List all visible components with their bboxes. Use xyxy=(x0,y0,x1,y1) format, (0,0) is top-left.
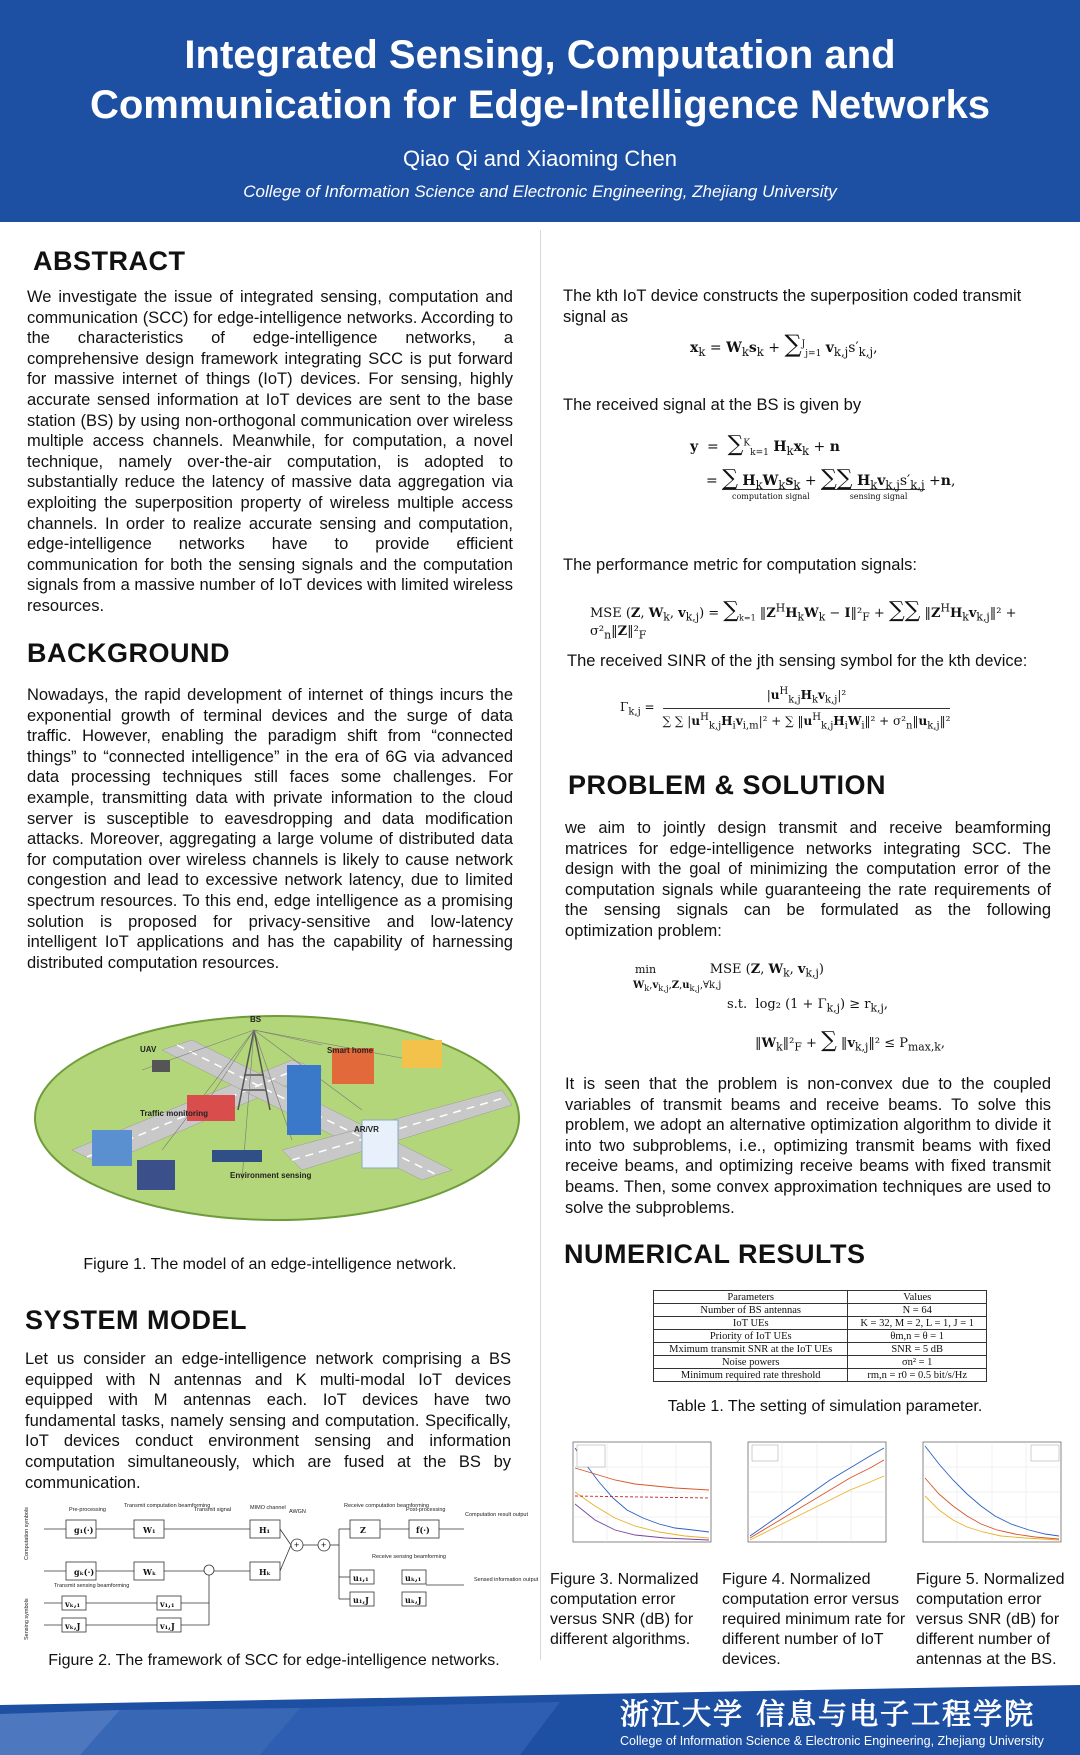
solution-text: It is seen that the problem is non-convex due to the coupled variables of transmit beams and receive beams. To solve this problem, we adopt an alternative optimization algorithm to divide it into two subproblems, i.e., optimizing transmit beams with fixed receive beams, and optimizing receive beams with fixed transmit beams. Then, some convex approximation techniques are used to solve the subproblems. xyxy=(565,1075,1051,1217)
fig2-label-sio: Sensed information output xyxy=(474,1577,539,1583)
problem-text: we aim to jointly design transmit and receive beamforming matrices for edge-intelligence networks integrating SCC. The design with the goal of minimizing the computation error of the computation signals while guaranteeing the rate requirements of the sensing signals can be formulated as the following optimization problem: xyxy=(565,819,1051,940)
figure-3-plot xyxy=(555,1438,715,1558)
system-model-text: Let us consider an edge-intelligence network comprising a BS equipped with N antennas and K multi-modal IoT devices equipped with M antennas each. IoT devices have two fundamental tasks, namely sensing and computation. Specifically, IoT devices conduct environment sensing and information computation simultaneously, which are fused at the BS by communication. xyxy=(25,1350,511,1492)
simulation-parameter-table xyxy=(653,1290,987,1382)
figure-1-illustration xyxy=(32,1000,522,1225)
svg-text:H₁: H₁ xyxy=(259,1525,271,1535)
transmit-signal-equation: $x_k = W_ks_k + \sum^J_{j=1}$ $v_{k,j}s'_{k,j}$, xyxy=(690,330,878,359)
poster-footer xyxy=(0,1680,1080,1755)
svg-text:v₁,J: v₁,J xyxy=(160,1621,175,1631)
background-text: Nowadays, the rapid development of internet of things incurs the exponential growth of terminal devices and the surge of data traffic. However, enabling the paradigm shift from “connected things” to “connected intelligence” in the era of 6G via advanced data processing techniques still faces some challenges. For example, transmitting data with private information to the cloud server is susceptible to eavesdropping and data modification attacks. Moreover, aggregating a large volume of distributed data for computation over wireless channels is likely to cause network congestion and lead to excessive network latency, due to limited spectrum resources. To this end, edge intelligence as a promising solution is proposed for privacy-sensitive and low-latency intelligent IoT applications and has the capability of harnessing distributed computation resources. xyxy=(27,686,513,972)
fig2-label-awgn: AWGN xyxy=(289,1509,306,1515)
fig2-label-cro: Computation result output xyxy=(465,1512,528,1518)
eq-label-sensing: sensing signal xyxy=(849,491,908,501)
svg-text:vₖ,J: vₖ,J xyxy=(65,1621,81,1631)
footer-english-name: College of Information Science & Electronic Engineering, Zhejiang University xyxy=(620,1734,1044,1748)
table-row xyxy=(654,1317,987,1330)
table-cell: σn² = 1 xyxy=(848,1356,987,1369)
fig2-label-ts: Transmit signal xyxy=(194,1507,232,1513)
table-cell: Priority of IoT UEs xyxy=(654,1330,848,1343)
column-divider xyxy=(540,230,541,1660)
poster-title xyxy=(0,30,1080,130)
figure-2-diagram xyxy=(24,1500,539,1650)
figure-2-caption: Figure 2. The framework of SCC for edge-intelligence networks. xyxy=(48,1652,500,1669)
figure-1-caption: Figure 1. The model of an edge-intelligence network. xyxy=(83,1256,457,1273)
fig1-label-smart-home: Smart home xyxy=(327,1046,374,1055)
figure-4-caption: Figure 4. Normalized computation error versus required minimum rate for different number of IoT devices. xyxy=(722,1571,906,1668)
figure-5-caption: Figure 5. Normalized computation error versus SNR (dB) for different number of antennas at the BS. xyxy=(916,1571,1065,1668)
table-header-cell: Parameters xyxy=(654,1291,848,1304)
table-1-caption: Table 1. The setting of simulation parameter. xyxy=(667,1398,983,1415)
fig2-label-rcb: Receive computation beamforming xyxy=(344,1503,429,1509)
table-header-row xyxy=(654,1291,987,1304)
background-heading: BACKGROUND xyxy=(27,638,230,668)
affiliation: College of Information Science and Electronic Engineering, Zhejiang University xyxy=(243,182,837,201)
fig1-label-env: Environment sensing xyxy=(230,1171,312,1180)
table-row xyxy=(654,1343,987,1356)
svg-text:uₖ,₁: uₖ,₁ xyxy=(405,1573,422,1583)
fig2-label-tsb: Transmit sensing beamforming xyxy=(54,1583,130,1589)
poster-header xyxy=(0,0,1080,222)
table-row xyxy=(654,1330,987,1343)
table-cell: IoT UEs xyxy=(654,1317,848,1330)
fig1-label-arvr: AR/VR xyxy=(354,1125,379,1134)
table-cell: SNR = 5 dB xyxy=(848,1343,987,1356)
fig1-label-traffic: Traffic monitoring xyxy=(140,1109,208,1118)
table-header-cell: Values xyxy=(848,1291,987,1304)
table-cell: K = 32, M = 2, L = 1, J = 1 xyxy=(848,1317,987,1330)
svg-text:v₁,₁: v₁,₁ xyxy=(160,1599,175,1609)
fig2-label-ss: Sensing symbols xyxy=(24,1598,30,1640)
fig2-label-rsb: Receive sensing beamforming xyxy=(372,1554,446,1560)
table-cell: rm,n = r0 = 0.5 bit/s/Hz xyxy=(848,1369,987,1382)
figure-3-caption: Figure 3. Normalized computation error versus SNR (dB) for different algorithms. xyxy=(550,1571,699,1648)
eq-label-computation: computation signal xyxy=(732,491,810,501)
table-row xyxy=(654,1369,987,1382)
table-row xyxy=(654,1304,987,1317)
fig2-label-cs: Computation symbols xyxy=(24,1507,30,1560)
numerical-results-heading: NUMERICAL RESULTS xyxy=(564,1239,866,1269)
fig2-label-pre: Pre-processing xyxy=(69,1507,106,1513)
received-signal-text: The received signal at the BS is given by xyxy=(563,396,862,414)
table-cell: θm,n = θ = 1 xyxy=(848,1330,987,1343)
table-cell: Number of BS antennas xyxy=(654,1304,848,1317)
mse-text: The performance metric for computation signals: xyxy=(563,556,917,574)
table-row xyxy=(654,1356,987,1369)
figure-4-plot xyxy=(730,1438,890,1558)
title-line-2: Communication for Edge-Intelligence Networks xyxy=(89,83,991,127)
svg-text:uₖ,J: uₖ,J xyxy=(405,1595,422,1605)
table-cell: Minimum required rate threshold xyxy=(654,1369,848,1382)
abstract-heading: ABSTRACT xyxy=(33,246,186,276)
fig1-label-uav: UAV xyxy=(140,1045,157,1054)
problem-heading: PROBLEM & SOLUTION xyxy=(568,770,886,800)
svg-text:u₁,₁: u₁,₁ xyxy=(353,1573,369,1583)
fig2-label-post: Post-processing xyxy=(406,1507,446,1513)
svg-text:Z: Z xyxy=(360,1525,366,1535)
figure-5-plot xyxy=(905,1438,1065,1558)
sinr-equation: $\Gamma_{k,j}$ = $|u^H_{k,j}H_kv_{k,j}|^2$ ∑ ∑ $|u^H_{k,j}H_iv_{i,m}|^2$ + ∑ $‖u^H_{k,j}H_iW_i‖^2$ + $\sigma^2_n‖u_{k,j}‖^2$ xyxy=(620,686,951,732)
fig2-label-mimo: MIMO channel xyxy=(250,1505,286,1511)
svg-text:f(·): f(·) xyxy=(416,1525,430,1535)
title-line-1: Integrated Sensing, Computation and xyxy=(184,33,896,77)
authors: Qiao Qi and Xiaoming Chen xyxy=(403,146,677,171)
svg-text:gₖ(·): gₖ(·) xyxy=(74,1567,95,1577)
table-cell: N = 64 xyxy=(848,1304,987,1317)
svg-text:vₖ,₁: vₖ,₁ xyxy=(65,1599,81,1609)
optimization-problem: min MSE (Z, $W_k$, $v_{k,j}$) $W_k,v_{k,j},Z,u_{k,j},\forall k,j$ s.t. log₂ $(1 + \Gamma_{k,j}) \ge r_{k,j}$, $‖W_k‖^2_F$ + ∑ $‖v_{k,j}‖^2 \le P_{max,k}$, xyxy=(633,962,945,1054)
signal-model-text: The kth IoT device constructs the superposition coded transmit signal as xyxy=(563,287,1022,326)
table-cell: Mximum transmit SNR at the IoT UEs xyxy=(654,1343,848,1356)
svg-text:g₁(·): g₁(·) xyxy=(74,1525,94,1535)
system-model-heading: SYSTEM MODEL xyxy=(25,1305,248,1335)
svg-text:W₁: W₁ xyxy=(143,1525,156,1535)
svg-text:u₁,J: u₁,J xyxy=(353,1595,369,1605)
fig2-label-tcb: Transmit computation beamforming xyxy=(124,1503,211,1509)
svg-text:Hₖ: Hₖ xyxy=(259,1567,271,1577)
mse-equation: MSE (Z, $W_k$, $v_{k,j}) = \sum_{k=1}$ $‖Z^HH_kW_k$ − $I‖^2_F$ + ∑∑ $‖Z^HH_kv_{k,j}‖^2$ + $\sigma^2_n‖Z‖^2_F$ xyxy=(590,598,1017,642)
svg-text:+: + xyxy=(294,1540,300,1550)
received-signal-equation: y = ∑$^K_{k=1}$ $H_kx_k + n$ = ∑ $H_kW_ks_k$ + ∑∑ $H_kv_{k,j}s'_{k,j} +n$, computation signal sensing signal xyxy=(690,432,956,501)
fig1-label-bs: BS xyxy=(250,1015,262,1024)
footer-chinese-name: 浙江大学 信息与电子工程学院 xyxy=(620,1697,1036,1731)
abstract-text: We investigate the issue of integrated sensing, computation and communication (SCC) for edge-intelligence networks. According to the characteristics of edge-intelligence networks, a comprehensive design framework integrating SCC is put forward for massive internet of things (IoT) devices. For sensing, highly accurate sensed information at IoT devices are sent to the base station (BS) by using non-orthogonal communication over wireless multiple access channels. Meanwhile, for computation, a novel technique, namely over-the-air computation, is adopted to substantially reduce the latency of massive data aggregation via exploiting the superposition property of wireless multiple access channels. In order to realize accurate sensing and computation, edge-intelligence networks have to provide efficient communication for both the sensing signals and the computation signals from a massive number of IoT devices with limited wireless resources. xyxy=(27,288,513,615)
svg-text:Wₖ: Wₖ xyxy=(143,1567,157,1577)
sinr-text: The received SINR of the jth sensing symbol for the kth device: xyxy=(567,652,1028,670)
svg-text:+: + xyxy=(321,1540,327,1550)
table-cell: Noise powers xyxy=(654,1356,848,1369)
